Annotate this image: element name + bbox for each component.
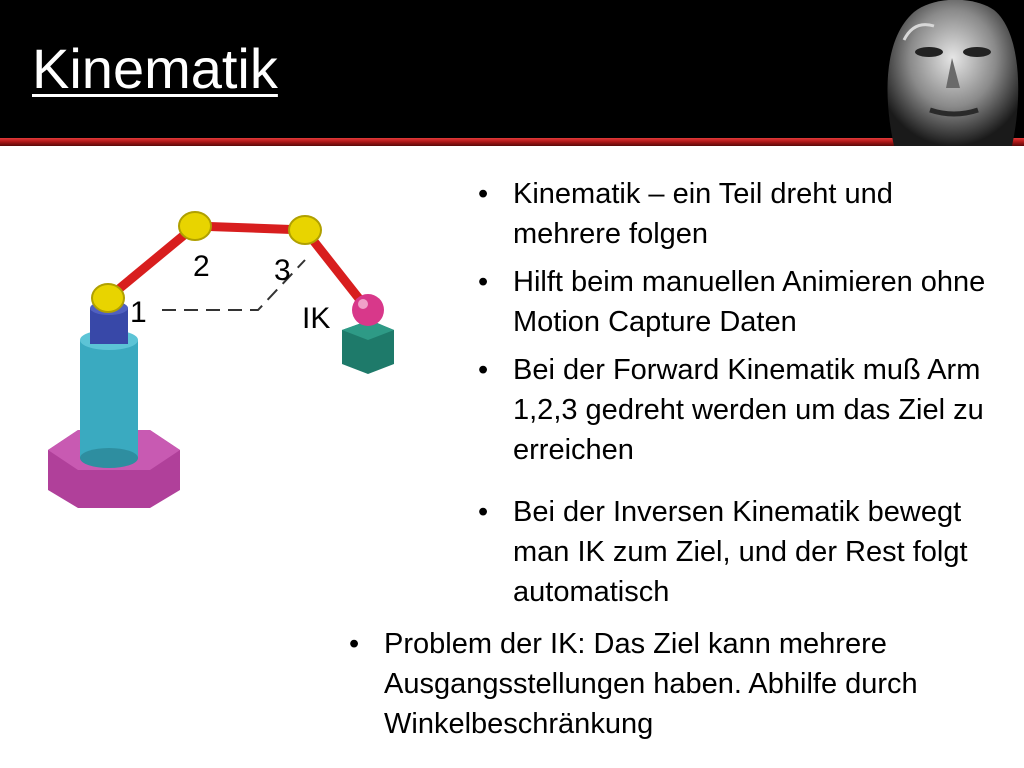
bullet-item: • Bei der Forward Kinematik muß Arm 1,2,3 gedreht werden um das Ziel zu erreichen xyxy=(474,350,1004,470)
slide-title: Kinematik xyxy=(32,37,278,100)
column xyxy=(80,340,138,458)
label-ik: IK xyxy=(302,302,331,335)
kinematic-arm-illustration xyxy=(30,180,420,510)
arm-segment-1 xyxy=(108,226,195,298)
header-divider xyxy=(0,138,1024,146)
ik-effector xyxy=(352,294,384,326)
joint-3 xyxy=(289,216,321,244)
bullet-item: • Problem der IK: Das Ziel kann mehrere Ausgangsstellungen haben. Abhilfe durch Winkelbeschränkung xyxy=(345,624,985,744)
joint-2 xyxy=(179,212,211,240)
chrome-face-logo xyxy=(874,0,1024,146)
label-3: 3 xyxy=(274,254,291,287)
bullet-list xyxy=(474,174,1004,620)
label-1: 1 xyxy=(130,296,147,329)
bullet-item: • Hilft beim manuellen Animieren ohne Motion Capture Daten xyxy=(474,262,1004,342)
bullet-item: • Bei der Inversen Kinematik bewegt man IK zum Ziel, und der Rest folgt automatisch xyxy=(474,492,1004,612)
bullet-list-bottom xyxy=(345,624,985,744)
bullet-item: • Kinematik – ein Teil dreht und mehrere folgen xyxy=(474,174,1004,254)
joint-1 xyxy=(92,284,124,312)
label-2: 2 xyxy=(193,250,210,283)
